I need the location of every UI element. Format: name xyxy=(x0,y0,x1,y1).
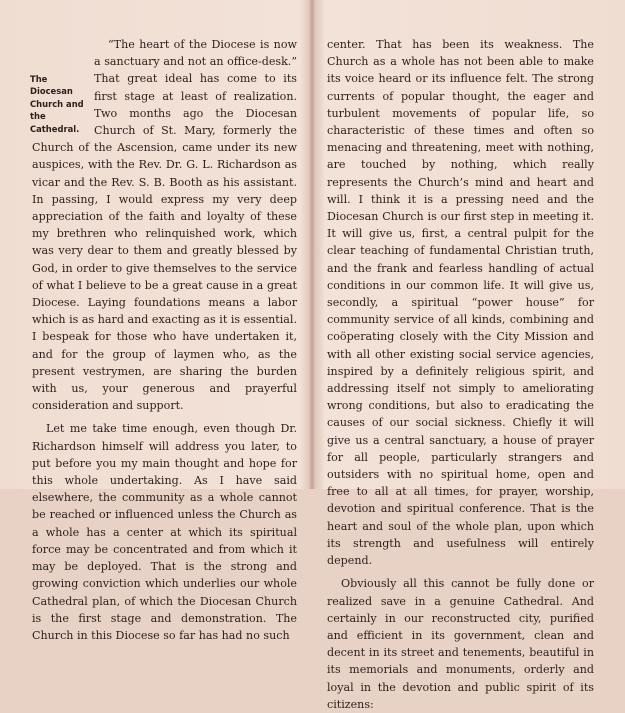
page-gutter xyxy=(309,0,315,489)
left-paragraph-1: “The heart of the Diocese is now a sanctuary and not an office-desk.” That great ideal has come to its first stage at least of realization. Two months ago the Diocesan Church of St. Mary, formerly the Church of the Ascension, came under its new auspices, with the Rev. Dr. G. L. Richardson as vicar and the Rev. S. B. Booth as his assistant. In passing, I would express my very deep appreciation of the faith and loyalty of these my brethren who relinquished work, which was very dear to them and greatly blessed by God, in order to give themselves to the service of what I believe to be a great cause in a great Diocese. Laying foundations means a labor which is as hard and exacting as it is essential. I bespeak for those who have undertaken it, and for the group of laymen who, as the present vestrymen, are sharing the burden with us, your generous and prayerful consideration and support. xyxy=(32,38,297,413)
side-note: The Diocesan Church and the Cathedral. xyxy=(30,74,84,134)
right-paragraph-1: center. That has been its weakness. The Church as a whole has not been able to make its voice heard or its influence felt. The strong currents of popular thought, the eager and turbulent movements of popular life, so characteristic of these times and often so menacing and threatening, meet with nothing, are touched by nothing, which really represents the Church’s mind and heart and will. I think it is a pressing need and the Diocesan Church is our first step in meeting it. It will give us, first, a central pulpit for the clear teaching of fundamental Christian truth, and the frank and fearless handling of actual conditions in our common life. It will give us, secondly, a spiritual “power house” for community service of all kinds, combining and coöperating closely with the City Mission and with all other existing social service agencies, inspired by a definitely religious spirit, and addressing itself not simply to ameliorating wrong conditions, but also to eradicating the causes of our social sickness. Chiefly it will give us a central sanctuary, a house of prayer for all people, particularly strangers and outsiders with no spiritual home, open and free to all at all times, for prayer, worship, devotion and spiritual conference. That is the heart and soul of the whole plan, upon which its strength and usefulness will entirely depend. xyxy=(327,38,594,568)
right-page xyxy=(327,36,594,713)
right-paragraph-2: Obviously all this cannot be fully done or realized save in a genuine Cathedral. And certainly in our reconstructed city, purified and efficient in its government, clean and decent in its street and tenements, beautiful in its memorials and monuments, orderly and loyal in the devotion and public spirit of its citizens: xyxy=(327,577,594,711)
left-page xyxy=(32,36,297,644)
left-paragraph-2: Let me take time enough, even though Dr. Richardson himself will address you later, to put before you my main thought and hope for this whole undertaking. As I have said elsewhere, the community as a whole cannot be reached or influenced unless the Church as a whole has a center at which its spiritual force may be concentrated and from which it may be deployed. That is the strong and growing conviction which underlies our whole Cathedral plan, of which the Diocesan Church is the first stage and demonstration. The Church in this Diocese so far has had no such xyxy=(32,422,297,642)
